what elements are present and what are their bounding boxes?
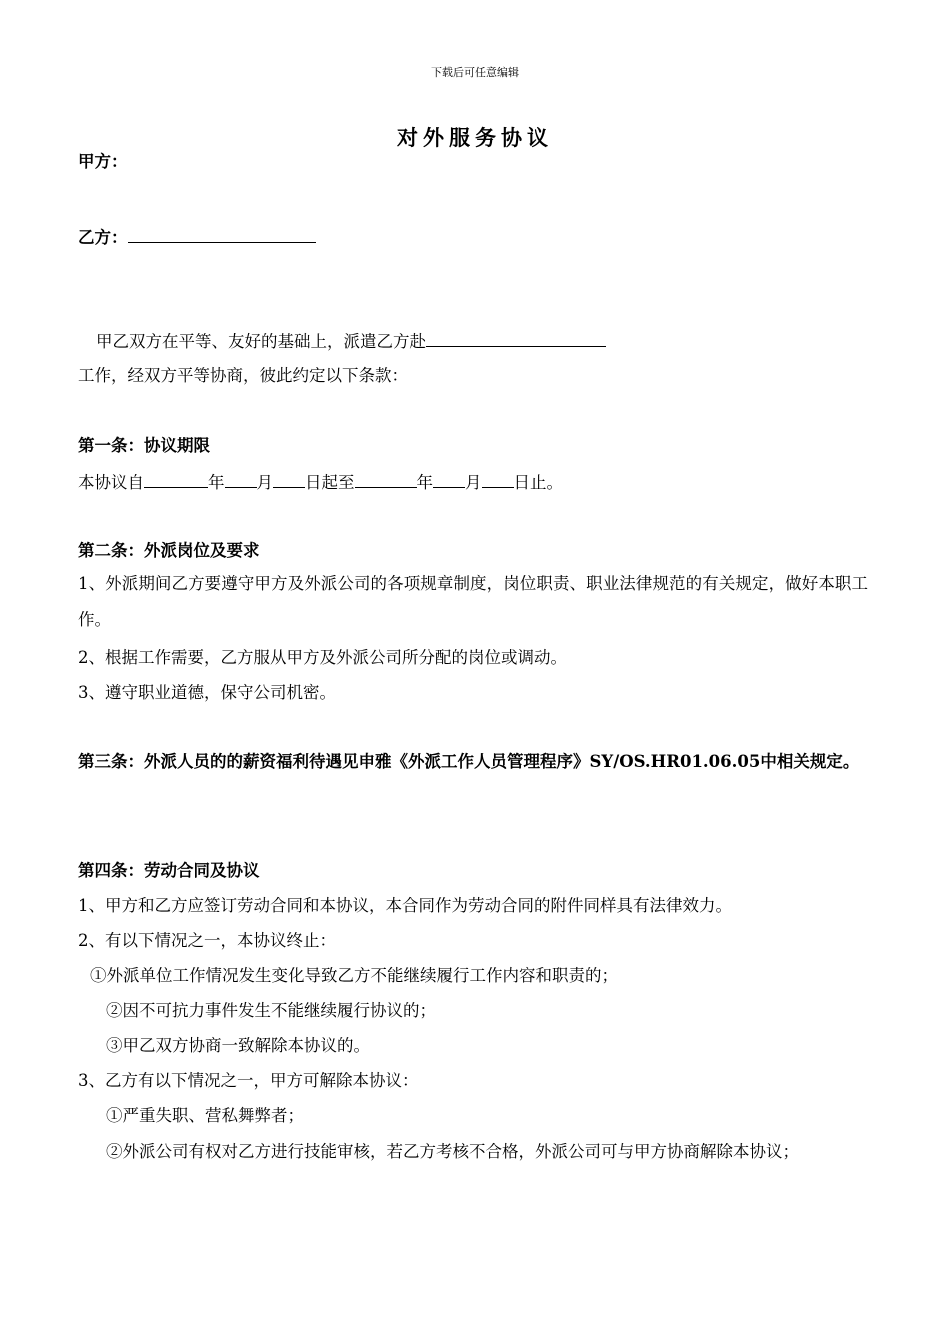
term-text: 月: [465, 473, 482, 492]
article-4-item-2-b: ②因不可抗力事件发生不能继续履行协议的；: [106, 1001, 436, 1020]
intro-text-1: 甲乙双方在平等、友好的基础上，派遣乙方赴: [96, 332, 426, 351]
start-year-blank: [144, 469, 208, 488]
document-title: 对外服务协议: [397, 125, 553, 150]
party-b-blank: [128, 224, 316, 243]
end-month-blank: [433, 469, 465, 488]
term-text: 日止。: [513, 473, 563, 492]
article-2-item-2: 2、根据工作需要，乙方服从甲方及外派公司所分配的岗位或调动。: [78, 648, 567, 667]
party-a-label: 甲方：: [78, 152, 128, 171]
term-text: 年: [416, 473, 433, 492]
header-note: 下载后可任意编辑: [431, 66, 519, 79]
article-1-heading: 第一条：协议期限: [78, 436, 210, 455]
article-4-item-2-c: ③甲乙双方协商一致解除本协议的。: [106, 1036, 370, 1055]
term-text: 月: [256, 473, 273, 492]
article-2-item-3: 3、遵守职业道德，保守公司机密。: [78, 683, 336, 702]
end-year-blank: [355, 469, 417, 488]
start-day-blank: [273, 469, 305, 488]
article-3-text: 第三条：外派人员的的薪资福利待遇见申雅《外派工作人员管理程序》SY/OS.HR01.06.05中相关规定。: [78, 752, 860, 771]
intro-destination-blank: [426, 328, 606, 347]
intro-line-2: 工作，经双方平等协商，彼此约定以下条款：: [78, 366, 408, 385]
article-4-heading: 第四条：劳动合同及协议: [78, 861, 260, 880]
party-b-label: 乙方：: [78, 228, 128, 247]
article-4-item-1: 1、甲方和乙方应签订劳动合同和本协议，本合同作为劳动合同的附件同样具有法律效力。: [78, 896, 732, 915]
term-text: 日起至: [305, 473, 355, 492]
end-day-blank: [482, 469, 514, 488]
party-b-line: [78, 224, 316, 250]
article-1-term: [78, 469, 563, 495]
intro-line-1: [96, 328, 606, 354]
article-4-item-2: 2、有以下情况之一，本协议终止：: [78, 931, 336, 950]
article-4-item-3-a: ①严重失职、营私舞弊者；: [106, 1106, 304, 1125]
article-2-item-1: 1、外派期间乙方要遵守甲方及外派公司的各项规章制度，岗位职责、职业法律规范的有关规定，做好本职工作。: [78, 574, 868, 629]
start-month-blank: [225, 469, 257, 488]
term-text: 年: [208, 473, 225, 492]
term-text: 本协议自: [78, 473, 144, 492]
article-4-item-3: 3、乙方有以下情况之一，甲方可解除本协议：: [78, 1071, 419, 1090]
article-2-heading: 第二条：外派岗位及要求: [78, 541, 260, 560]
article-4-item-3-b: ②外派公司有权对乙方进行技能审核，若乙方考核不合格，外派公司可与甲方协商解除本协议；: [106, 1142, 799, 1161]
article-4-item-2-a: ①外派单位工作情况发生变化导致乙方不能继续履行工作内容和职责的；: [90, 966, 618, 985]
